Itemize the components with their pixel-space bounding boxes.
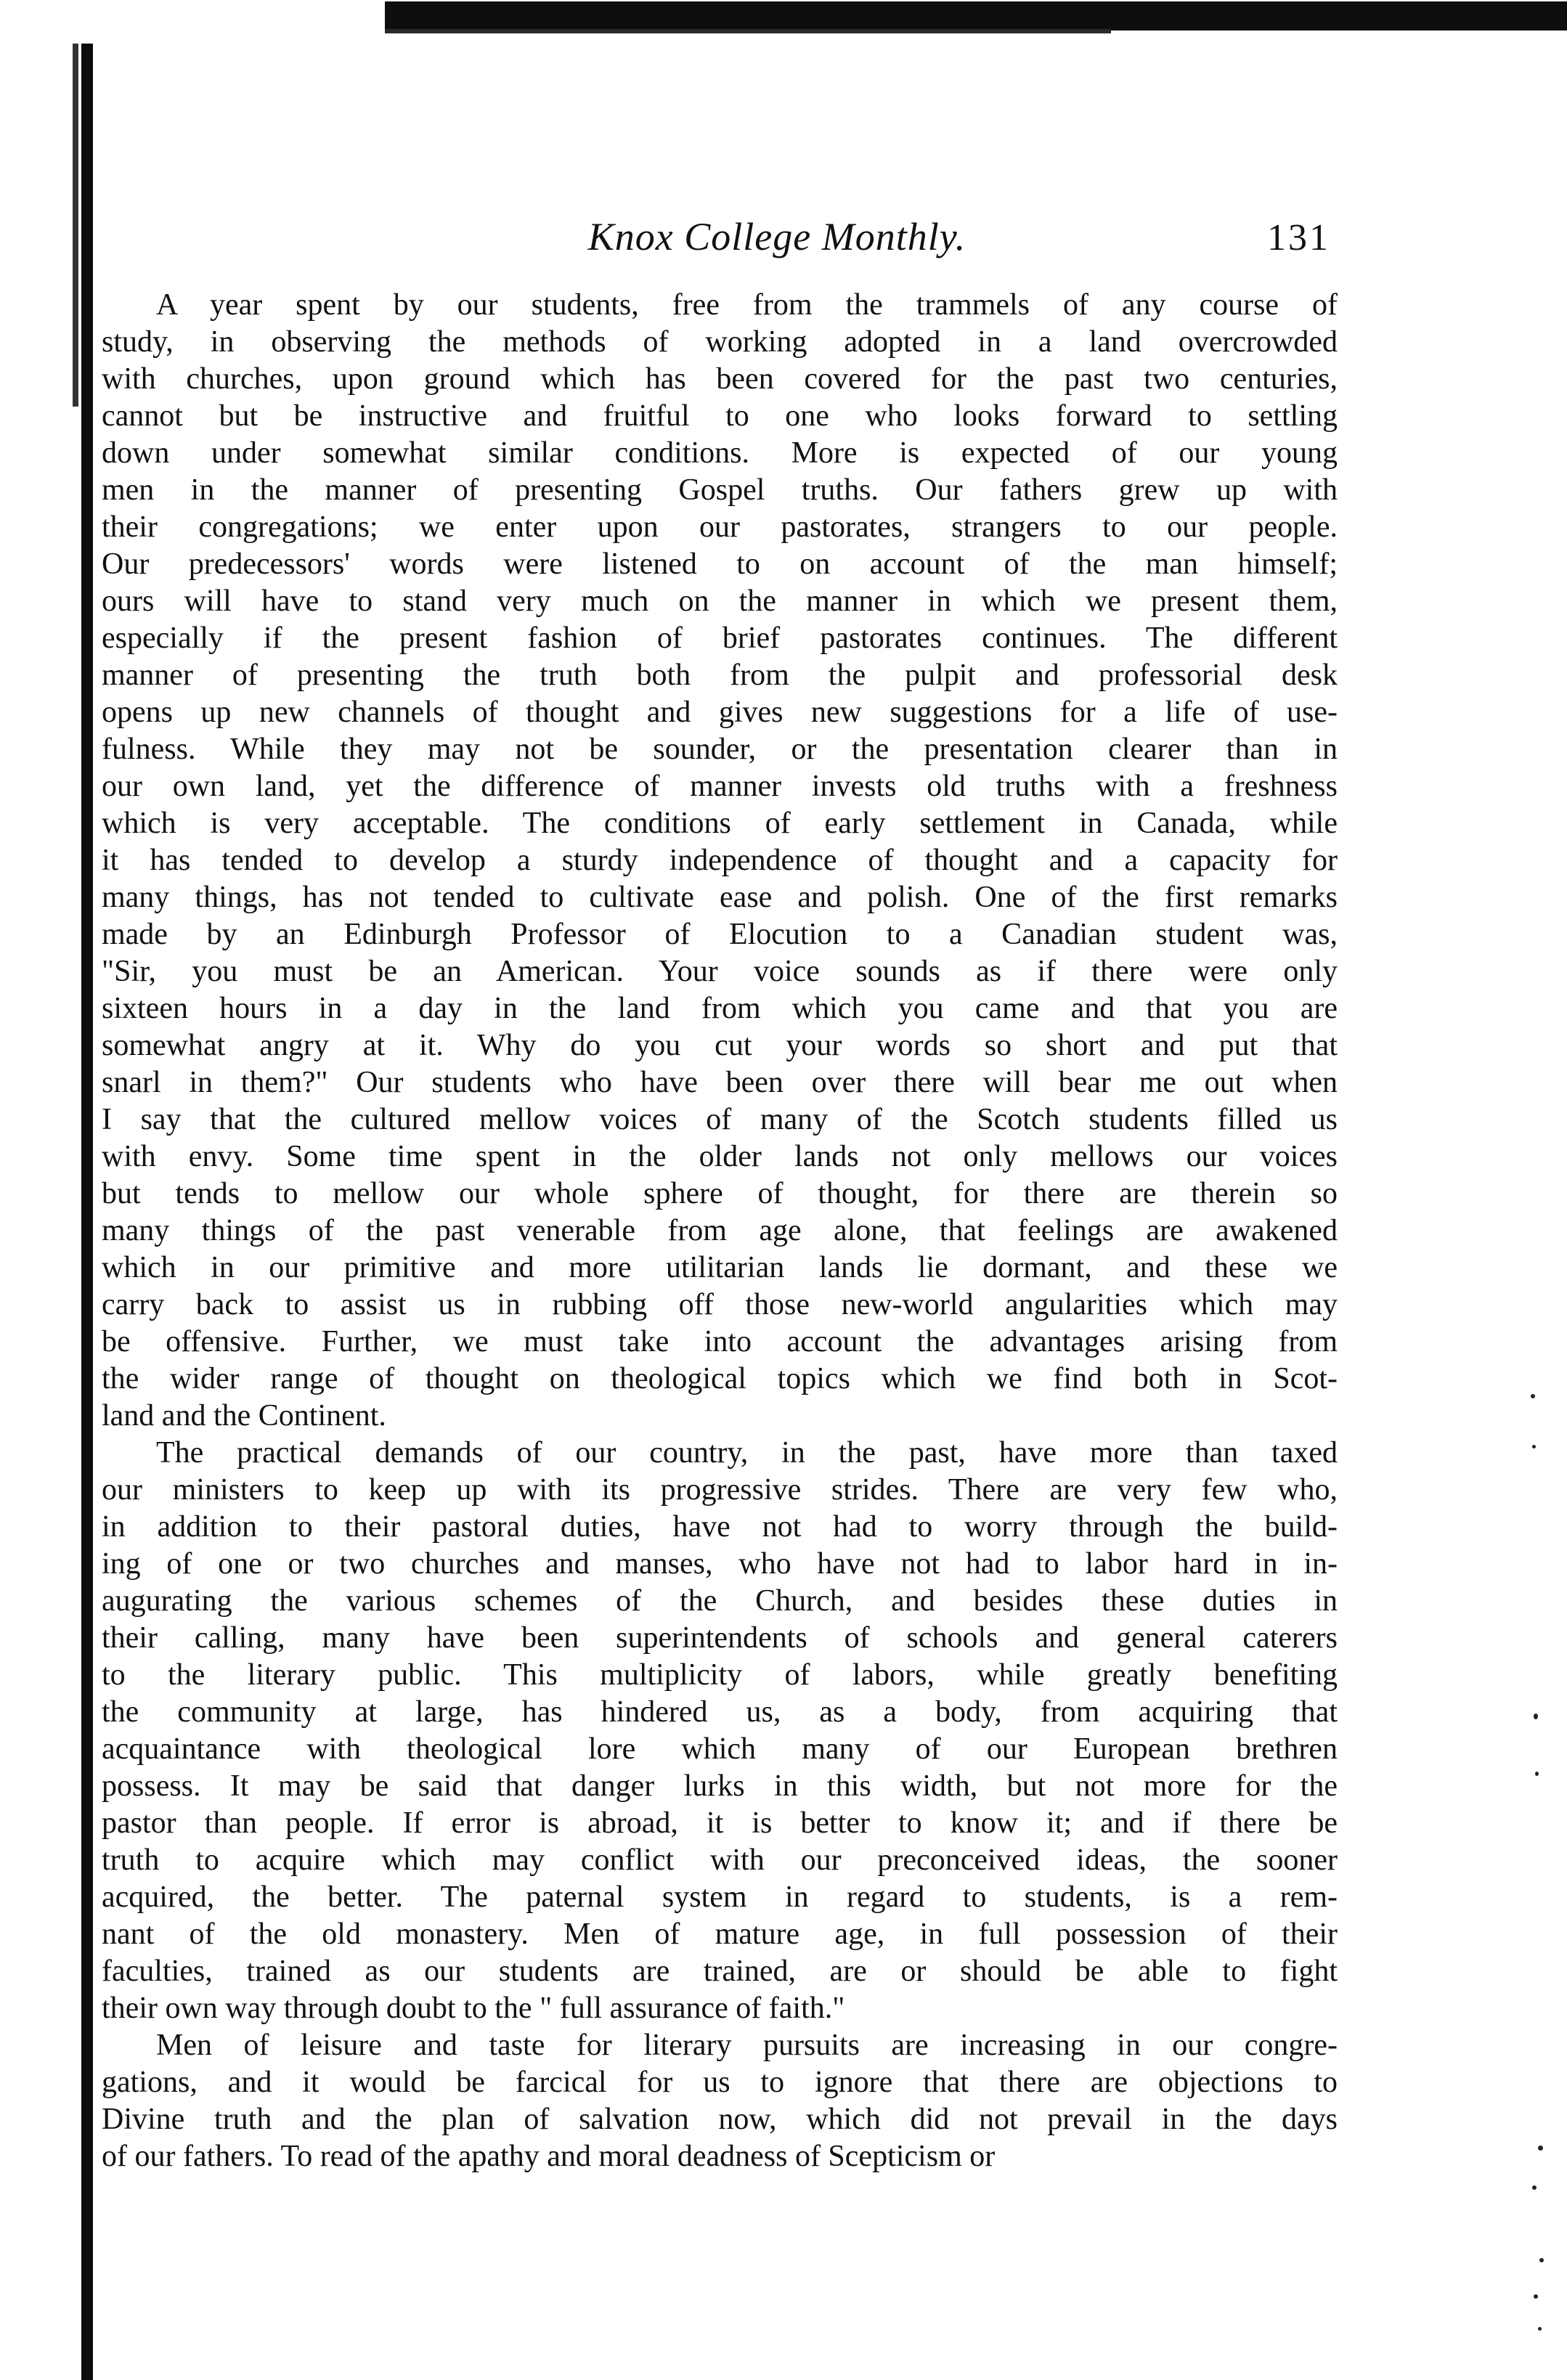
text-line: but tends to mellow our whole sphere of thought, for there are therein so <box>102 1177 1338 1210</box>
text-line: it has tended to develop a sturdy independence of thought and a capacity for <box>102 844 1338 877</box>
text-line: many things of the past venerable from age alone, that feelings are awakened <box>102 1214 1338 1247</box>
text-line: carry back to assist us in rubbing off those new-world angularities which may <box>102 1288 1338 1321</box>
text-line: "Sir, you must be an American. Your voice sounds as if there were only <box>102 955 1338 988</box>
text-line: many things, has not tended to cultivate ease and polish. One of the first remarks <box>102 881 1338 914</box>
text-line: cannot but be instructive and fruitful to one who looks forward to settling <box>102 399 1338 433</box>
text-line: truth to acquire which may conflict with our preconceived ideas, the sooner <box>102 1843 1338 1877</box>
scan-left-border <box>81 44 93 2380</box>
text-line: I say that the cultured mellow voices of many of the Scotch students filled us <box>102 1103 1338 1136</box>
text-line: their congregations; we enter upon our pastorates, strangers to our people. <box>102 510 1338 544</box>
text-line: study, in observing the methods of working adopted in a land overcrowded <box>102 325 1338 359</box>
text-line: which in our primitive and more utilitarian lands lie dormant, and these we <box>102 1251 1338 1284</box>
text-line: our own land, yet the difference of manner invests old truths with a freshness <box>102 770 1338 803</box>
text-line: sixteen hours in a day in the land from which you came and that you are <box>102 992 1338 1025</box>
text-line: somewhat angry at it. Why do you cut your words so short and put that <box>102 1029 1338 1062</box>
text-line: in addition to their pastoral duties, have not had to worry through the build- <box>102 1510 1338 1544</box>
paragraph <box>102 1435 1338 2027</box>
text-line: gations, and it would be farcical for us to ignore that there are objections to <box>102 2066 1338 2099</box>
scan-speck <box>1534 2294 1538 2299</box>
text-line: possess. It may be said that danger lurks in this width, but not more for the <box>102 1769 1338 1803</box>
text-line: acquired, the better. The paternal system in regard to students, is a rem- <box>102 1880 1338 1914</box>
text-line: down under somewhat similar conditions. More is expected of our young <box>102 436 1338 470</box>
running-head: Knox College Monthly. <box>587 215 966 258</box>
text-line: Our predecessors' words were listened to on account of the man himself; <box>102 547 1338 581</box>
text-line: men in the manner of presenting Gospel truths. Our fathers grew up with <box>102 473 1338 507</box>
text-line: ours will have to stand very much on the manner in which we present them, <box>102 584 1338 618</box>
scan-speck <box>1538 2327 1542 2331</box>
text-line: fulness. While they may not be sounder, or the presentation clearer than in <box>102 733 1338 766</box>
scan-left-border-shadow <box>73 44 78 407</box>
text-line: their own way through doubt to the " full assurance of faith." <box>102 1992 845 2025</box>
text-line: Men of leisure and taste for literary pursuits are increasing in our congre- <box>156 2029 1338 2062</box>
text-line: their calling, many have been superintendents of schools and general caterers <box>102 1621 1338 1655</box>
text-line: pastor than people. If error is abroad, it is better to know it; and if there be <box>102 1806 1338 1840</box>
scan-top-border <box>385 1 1567 30</box>
scan-speck <box>1532 2185 1537 2190</box>
scan-speck <box>1535 1772 1539 1776</box>
article-body <box>102 287 1338 2175</box>
scan-top-border-shadow <box>385 29 1111 33</box>
scan-speck <box>1539 2258 1544 2262</box>
text-line: be offensive. Further, we must take into account the advantages arising from <box>102 1325 1338 1358</box>
text-line: opens up new channels of thought and gives new suggestions for a life of use- <box>102 696 1338 729</box>
text-line: nant of the old monastery. Men of mature age, in full possession of their <box>102 1918 1338 1951</box>
text-line: our ministers to keep up with its progressive strides. There are very few who, <box>102 1473 1338 1507</box>
scan-speck <box>1531 1394 1535 1398</box>
scan-speck <box>1534 1713 1538 1719</box>
text-line: made by an Edinburgh Professor of Elocution to a Canadian student was, <box>102 918 1338 951</box>
text-line: faculties, trained as our students are trained, are or should be able to fight <box>102 1955 1338 1988</box>
text-line: of our fathers. To read of the apathy and moral deadness of Scepticism or <box>102 2140 996 2173</box>
text-line: land and the Continent. <box>102 1399 386 1433</box>
scan-speck <box>1532 1445 1536 1448</box>
paragraph <box>102 287 1338 1435</box>
scan-speck <box>1538 2145 1543 2151</box>
text-line: with envy. Some time spent in the older lands not only mellows our voices <box>102 1140 1338 1173</box>
text-line: especially if the present fashion of brief pastorates continues. The different <box>102 622 1338 655</box>
text-line: which is very acceptable. The conditions of early settlement in Canada, while <box>102 807 1338 840</box>
page-number: 131 <box>1267 217 1330 258</box>
text-line: the community at large, has hindered us, as a body, from acquiring that <box>102 1695 1338 1729</box>
text-line: with churches, upon ground which has been covered for the past two centuries, <box>102 362 1338 396</box>
text-line: acquaintance with theological lore which many of our European brethren <box>102 1732 1338 1766</box>
text-line: ing of one or two churches and manses, who have not had to labor hard in in- <box>102 1547 1338 1581</box>
text-line: The practical demands of our country, in the past, have more than taxed <box>156 1436 1338 1470</box>
text-line: augurating the various schemes of the Church, and besides these duties in <box>102 1584 1338 1618</box>
text-line: the wider range of thought on theological topics which we find both in Scot- <box>102 1362 1338 1395</box>
text-line: snarl in them?" Our students who have been over there will bear me out when <box>102 1066 1338 1099</box>
paragraph <box>102 2027 1338 2175</box>
text-line: A year spent by our students, free from the trammels of any course of <box>156 288 1338 322</box>
text-line: to the literary public. This multiplicity of labors, while greatly benefiting <box>102 1658 1338 1692</box>
text-line: Divine truth and the plan of salvation now, which did not prevail in the days <box>102 2103 1338 2136</box>
text-line: manner of presenting the truth both from the pulpit and professorial desk <box>102 659 1338 692</box>
